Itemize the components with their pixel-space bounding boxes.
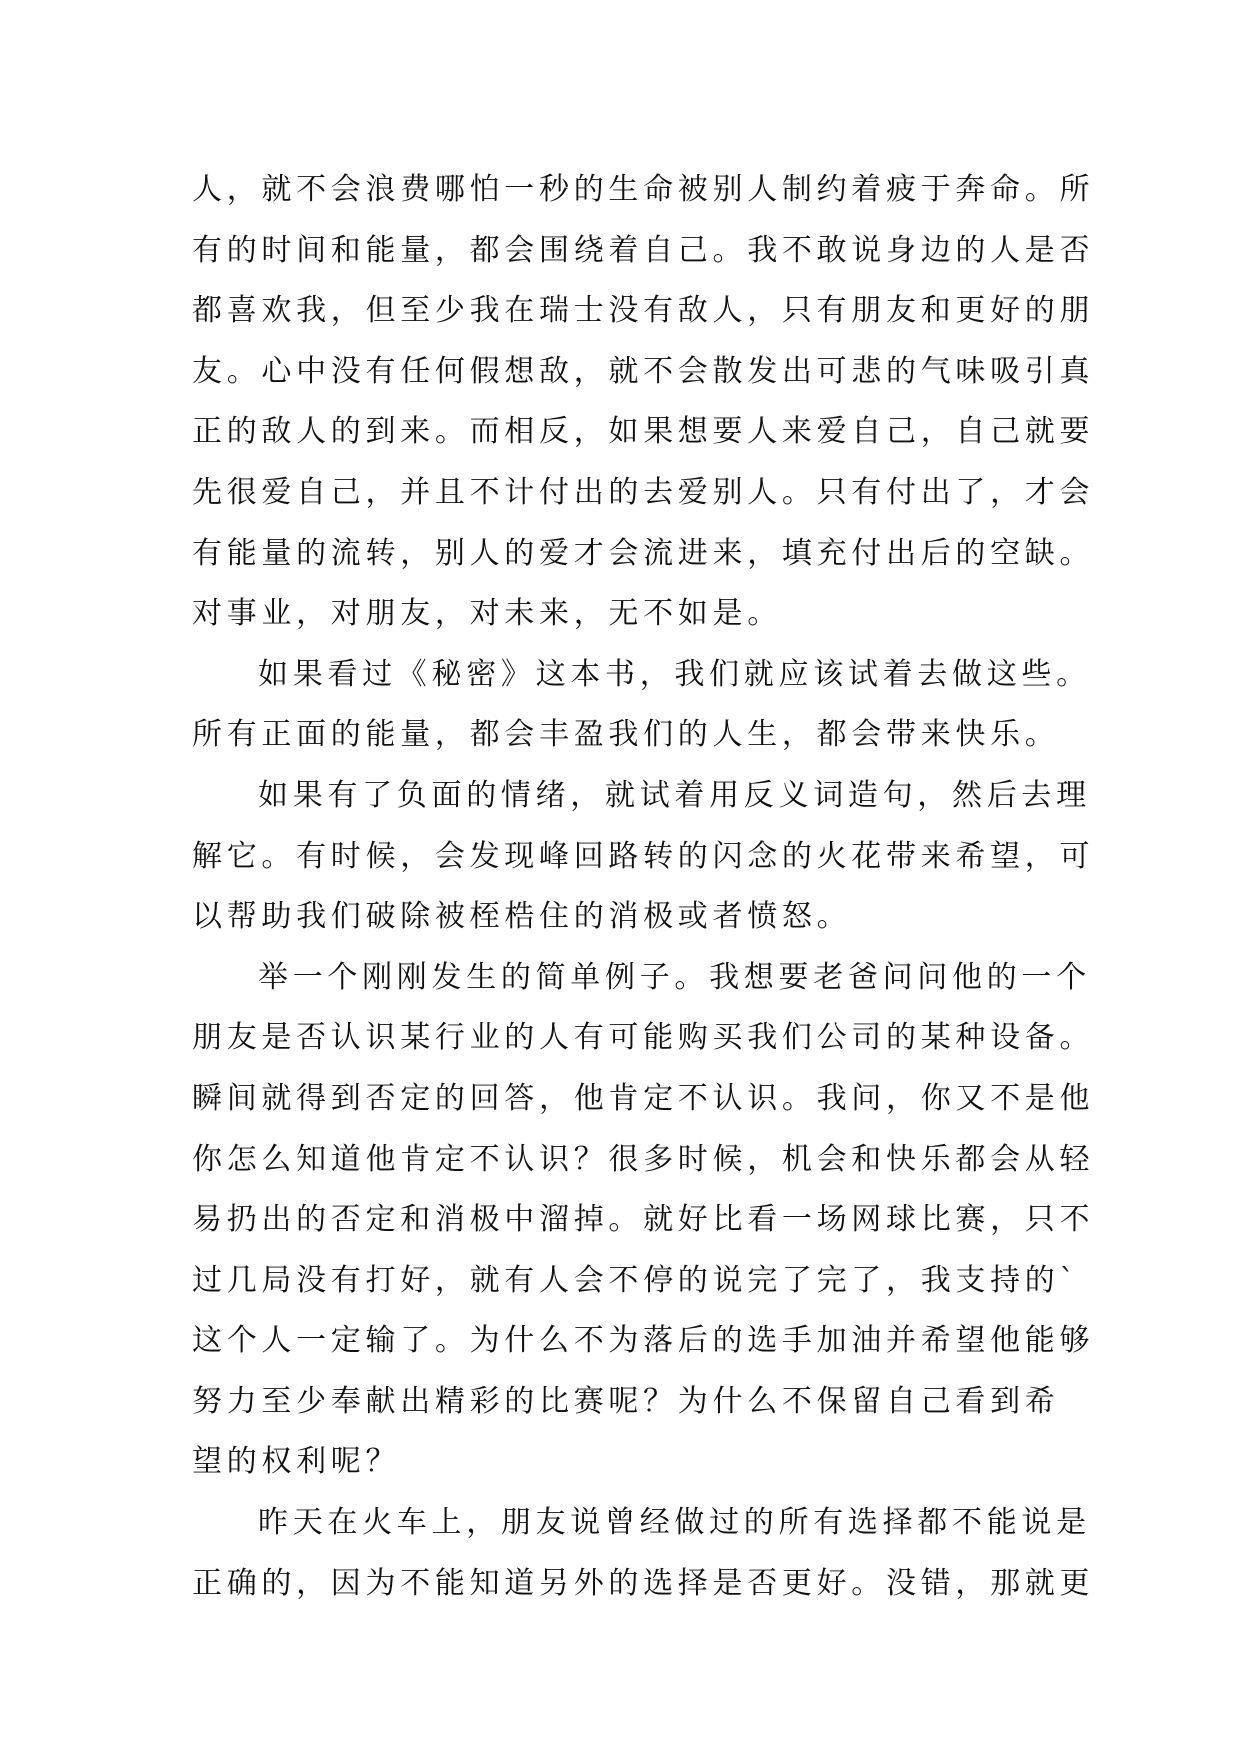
text-line: 你怎么知道他肯定不认识？很多时候，机会和快乐都会从轻: [192, 1141, 1095, 1177]
text-line: 昨天在火车上，朋友说曾经做过的所有选择都不能说是: [258, 1505, 1091, 1541]
body-text: [192, 160, 1095, 1614]
text-line: 解它。有时候，会发现峰回路转的闪念的火花带来希望，可: [192, 838, 1095, 874]
text-line: 有能量的流转，别人的爱才会流进来，填充付出后的空缺。: [192, 535, 1095, 571]
text-line: 瞬间就得到否定的回答，他肯定不认识。我问，你又不是他: [192, 1080, 1095, 1116]
text-line: 如果有了负面的情绪，就试着用反义词造句，然后去理: [258, 777, 1091, 813]
text-line: 先很爱自己，并且不计付出的去爱别人。只有付出了，才会: [192, 474, 1095, 510]
text-line: 所有正面的能量，都会丰盈我们的人生，都会带来快乐。: [192, 717, 1060, 753]
text-line: 举一个刚刚发生的简单例子。我想要老爸问问他的一个: [258, 959, 1091, 995]
text-line: 友。心中没有任何假想敌，就不会散发出可悲的气味吸引真: [192, 353, 1095, 389]
text-line: 这个人一定输了。为什么不为落后的选手加油并希望他能够: [192, 1323, 1095, 1359]
text-line: 努力至少奉献出精彩的比赛呢？为什么不保留自己看到希: [192, 1383, 1060, 1419]
text-line: 正的敌人的到来。而相反，如果想要人来爱自己，自己就要: [192, 414, 1095, 450]
text-line: 对事业，对朋友，对未来，无不如是。: [192, 596, 782, 632]
text-line: 过几局没有打好，就有人会不停的说完了完了，我支持的`: [192, 1262, 1080, 1298]
text-line: 人，就不会浪费哪怕一秒的生命被别人制约着疲于奔命。所: [192, 172, 1095, 207]
text-line: 朋友是否认识某行业的人有可能购买我们公司的某种设备。: [192, 1020, 1095, 1056]
text-line: 有的时间和能量，都会围绕着自己。我不敢说身边的人是否: [192, 232, 1095, 268]
text-line: 以帮助我们破除被桎梏住的消极或者愤怒。: [192, 899, 852, 935]
text-line: 易扔出的否定和消极中溜掉。就好比看一场网球比赛，只不: [192, 1202, 1095, 1238]
text-line: 正确的，因为不能知道另外的选择是否更好。没错，那就更: [192, 1565, 1095, 1601]
text-line: 都喜欢我，但至少我在瑞士没有敌人，只有朋友和更好的朋: [192, 293, 1095, 329]
text-line: 望的权利呢？: [192, 1444, 401, 1480]
text-line: 如果看过《秘密》这本书，我们就应该试着去做这些。: [258, 656, 1091, 692]
